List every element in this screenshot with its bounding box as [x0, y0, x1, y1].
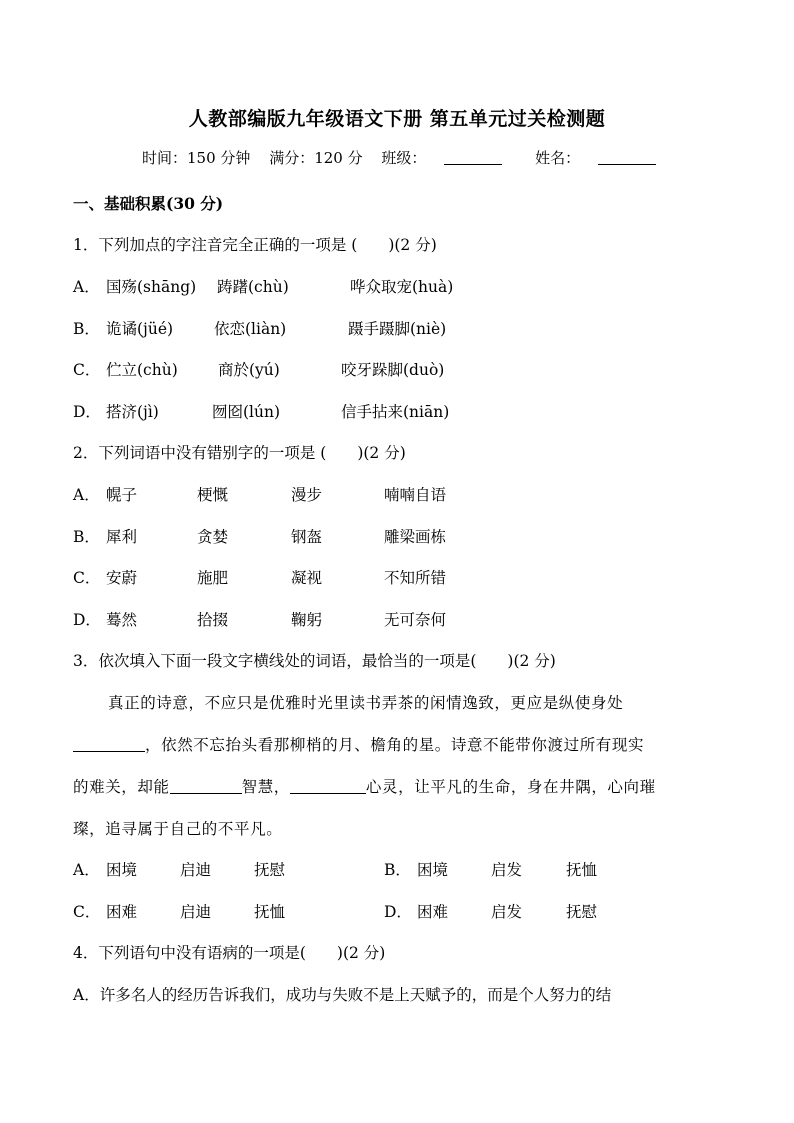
- class-label: 班级：: [381, 149, 427, 167]
- time-info: 时间：150 分钟: [142, 149, 251, 167]
- q3-option-d-letter: D．: [384, 903, 412, 921]
- q2-option-a-letter: A．: [73, 486, 100, 504]
- q2-option-d-item: 鞠躬: [291, 611, 323, 629]
- q2-option-b-item: 贪婪: [197, 528, 229, 546]
- class-field[interactable]: [381, 149, 516, 167]
- q2-option-a-item: 幌子: [106, 486, 138, 504]
- q3-option-b-item: 困境: [417, 861, 449, 879]
- fill-blank-1[interactable]: [73, 737, 145, 752]
- q1-option-c-item: 咬牙跺脚(duò): [341, 361, 445, 379]
- passage-line-4: 璨，追寻属于自己的不平凡。: [73, 820, 283, 838]
- q2-option-a-item: 喃喃自语: [384, 486, 447, 504]
- q3-option-c-item: 抚恤: [254, 903, 286, 921]
- class-blank[interactable]: [444, 150, 502, 165]
- q2-option-d-item: 拾掇: [197, 611, 229, 629]
- q3-option-c-item: 困难: [106, 903, 138, 921]
- page-title: 人教部编版九年级语文下册 第五单元过关检测题: [188, 108, 606, 130]
- q3-option-c-item: 启迪: [180, 903, 212, 921]
- q2-option-b-item: 犀利: [106, 528, 138, 546]
- q3-option-a-item: 启迪: [180, 861, 212, 879]
- q1-option-b-item: 依恋(liàn): [214, 320, 287, 338]
- q2-option-b-item: 钢盔: [291, 528, 323, 546]
- fill-blank-3[interactable]: [290, 779, 366, 794]
- q1-option-d-letter: D．: [73, 403, 101, 421]
- q2-option-c-item: 安蔚: [106, 569, 138, 587]
- q1-option-d-item: 囫囵(lún): [212, 403, 281, 421]
- q1-option-c-item: 商於(yú): [218, 361, 280, 379]
- q3-option-d-item: 启发: [491, 903, 523, 921]
- name-blank[interactable]: [598, 150, 656, 165]
- q3-option-d-item: 困难: [417, 903, 449, 921]
- q1-option-a-item: 踌躇(chù): [217, 278, 289, 296]
- passage-line-1: 真正的诗意，不应只是优雅时光里读书弄茶的闲情逸致，更应是纵使身处: [108, 694, 624, 712]
- score-info: 满分：120 分: [269, 149, 363, 167]
- q3-option-b-item: 抚恤: [566, 861, 598, 879]
- question-2-stem: 2．下列词语中没有错别字的一项是 ( )(2 分): [73, 444, 406, 462]
- q4-option-a: A．许多名人的经历告诉我们，成功与失败不是上天赋予的，而是个人努力的结: [73, 986, 612, 1004]
- q3-option-b-letter: B．: [384, 861, 411, 879]
- q2-option-d-letter: D．: [73, 611, 101, 629]
- q1-option-a-item: 哗众取宠(huà): [350, 278, 454, 296]
- q2-option-a-item: 梗慨: [197, 486, 229, 504]
- q1-option-a-item: 国殇(shāng): [106, 278, 197, 296]
- q2-option-d-item: 无可奈何: [384, 611, 447, 629]
- q1-option-a-letter: A．: [73, 278, 100, 296]
- q2-option-c-letter: C．: [73, 569, 101, 587]
- passage-line-3: 的难关，却能 智慧， 心灵，让平凡的生命，身在井隅，心向璀: [73, 778, 656, 796]
- q1-option-b-item: 蹑手蹑脚(niè): [348, 320, 447, 338]
- passage-line-2: ，依然不忘抬头看那柳梢的月、檐角的星。诗意不能带你渡过所有现实: [73, 733, 644, 755]
- q2-option-b-letter: B．: [73, 528, 100, 546]
- q2-option-c-item: 凝视: [291, 569, 323, 587]
- q1-option-d-item: 信手拈来(niān): [341, 403, 450, 421]
- q1-option-c-letter: C．: [73, 361, 101, 379]
- q1-option-b-item: 诡谲(jüé): [106, 320, 174, 338]
- name-label: 姓名：: [535, 149, 581, 167]
- name-field[interactable]: [535, 149, 670, 167]
- question-4-stem: 4．下列语句中没有语病的一项是( )(2 分): [73, 944, 386, 962]
- q1-option-c-item: 伫立(chù): [106, 361, 178, 379]
- section-heading: 一、基础积累(30 分): [73, 194, 224, 213]
- question-1-stem: 1．下列加点的字注音完全正确的一项是 ( )(2 分): [73, 236, 437, 254]
- fill-blank-2[interactable]: [170, 779, 242, 794]
- q2-option-c-item: 施肥: [197, 569, 229, 587]
- q3-option-a-letter: A．: [73, 861, 100, 879]
- q3-option-a-item: 抚慰: [254, 861, 286, 879]
- q1-option-b-letter: B．: [73, 320, 100, 338]
- q3-option-c-letter: C．: [73, 903, 101, 921]
- exam-meta: [142, 147, 684, 168]
- q2-option-a-item: 漫步: [291, 486, 323, 504]
- q2-option-b-item: 雕梁画栋: [384, 528, 447, 546]
- q2-option-c-item: 不知所错: [384, 569, 447, 587]
- question-3-stem: 3．依次填入下面一段文字横线处的词语，最恰当的一项是( )(2 分): [73, 652, 556, 670]
- q1-option-d-item: 搭济(jì): [106, 403, 159, 421]
- q3-option-b-item: 启发: [491, 861, 523, 879]
- q2-option-d-item: 蓦然: [106, 611, 138, 629]
- q3-option-a-item: 困境: [106, 861, 138, 879]
- q3-option-d-item: 抚慰: [566, 903, 598, 921]
